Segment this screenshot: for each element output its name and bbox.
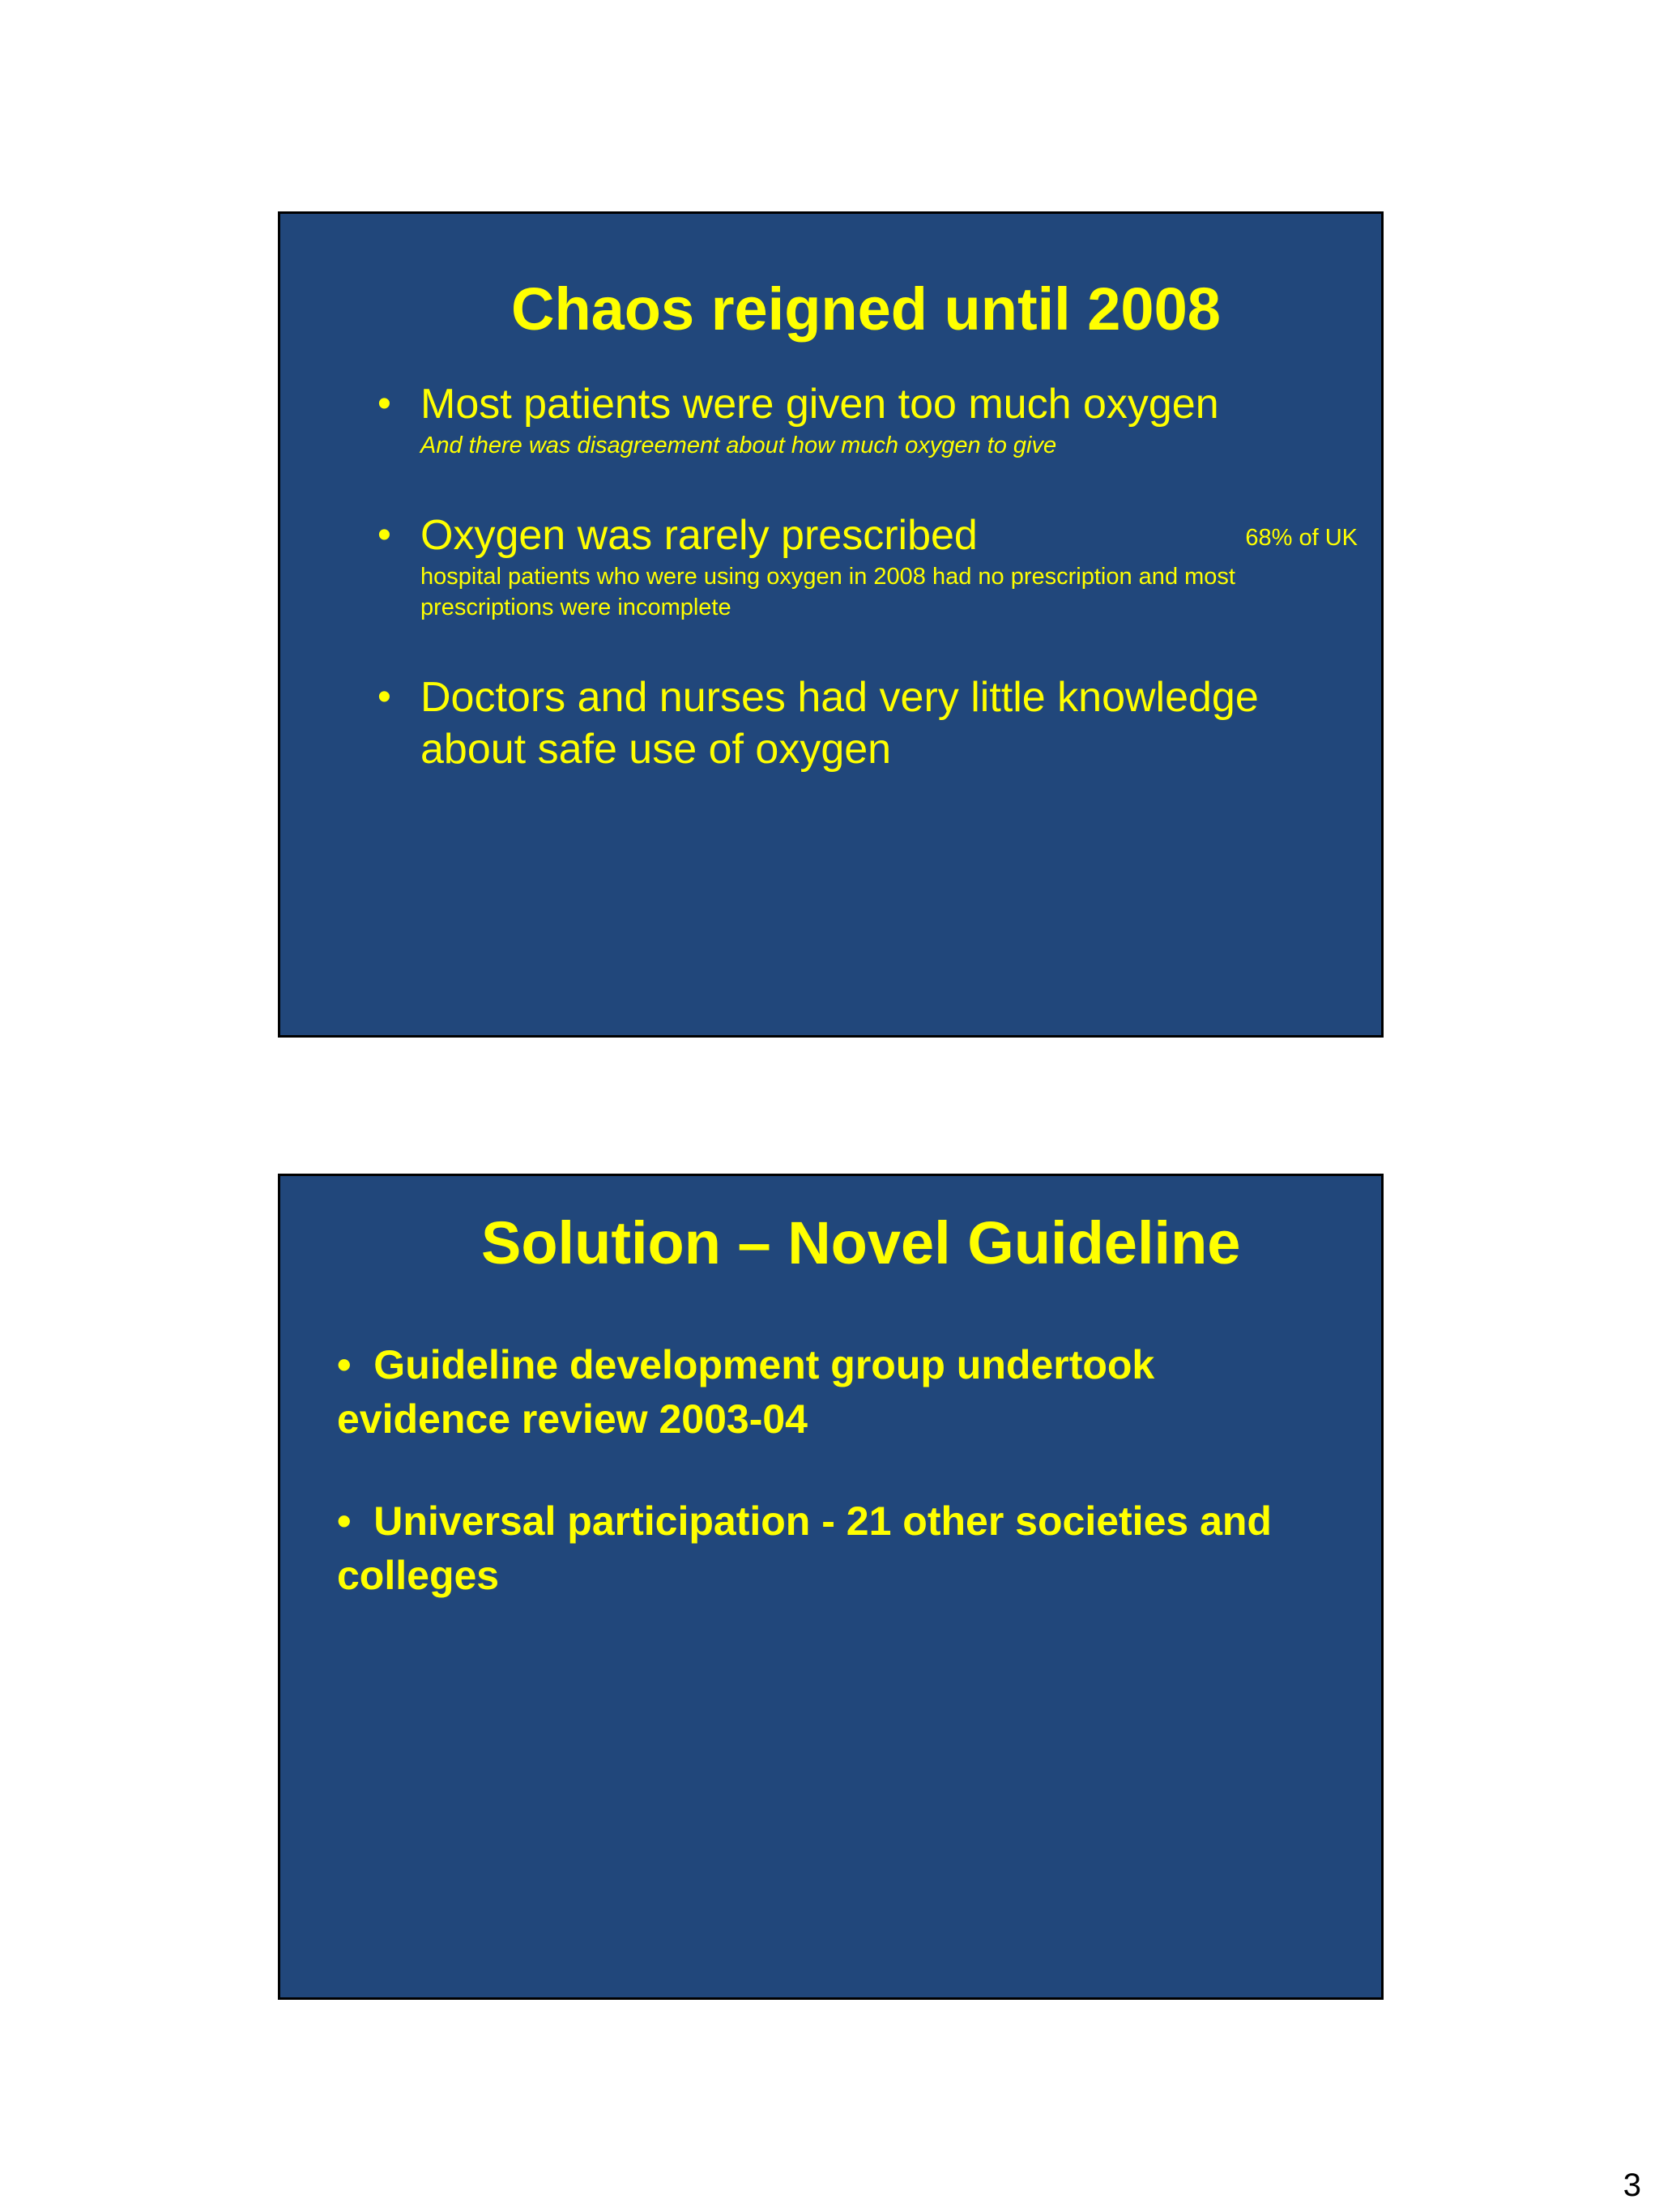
bullet-item [337, 1494, 1325, 1603]
bullet-text: Guideline development group undertook evidence review 2003-04 [337, 1342, 1155, 1442]
bullet-body [420, 671, 1358, 775]
bullet-subtext: hospital patients who were using oxygen in 2008 had no prescription and most prescriptions were incomplete [420, 564, 1235, 620]
page-number: 3 [1623, 2167, 1641, 2203]
bullet-body [420, 509, 1358, 623]
slide-chaos [278, 211, 1384, 1038]
bullet-item [337, 1338, 1325, 1447]
bullet-dot: • [377, 382, 391, 425]
bullet-text: Universal participation - 21 other societies and colleges [337, 1498, 1272, 1598]
bullet-text: Oxygen was rarely prescribed [420, 512, 978, 559]
slide-title: Chaos reigned until 2008 [511, 275, 1221, 343]
bullet-item [377, 671, 1358, 775]
bullet-text: Doctors and nurses had very little knowledge about safe use of oxygen [420, 674, 1259, 773]
bullet-item [377, 509, 1358, 623]
bullet-dot: • [377, 514, 391, 556]
bullet-item [377, 378, 1358, 461]
slide-title: Solution – Novel Guideline [481, 1209, 1241, 1276]
bullet-dot: • [377, 676, 391, 718]
bullet-dot: • [337, 1498, 374, 1544]
bullet-text: Most patients were given too much oxygen [420, 381, 1219, 428]
bullet-dot: • [337, 1342, 374, 1387]
slide-solution [278, 1174, 1384, 2000]
bullet-subtext: And there was disagreement about how much oxygen to give [420, 433, 1057, 458]
bullet-body [420, 378, 1358, 461]
bullet-inline-note: 68% of UK [1245, 525, 1358, 551]
